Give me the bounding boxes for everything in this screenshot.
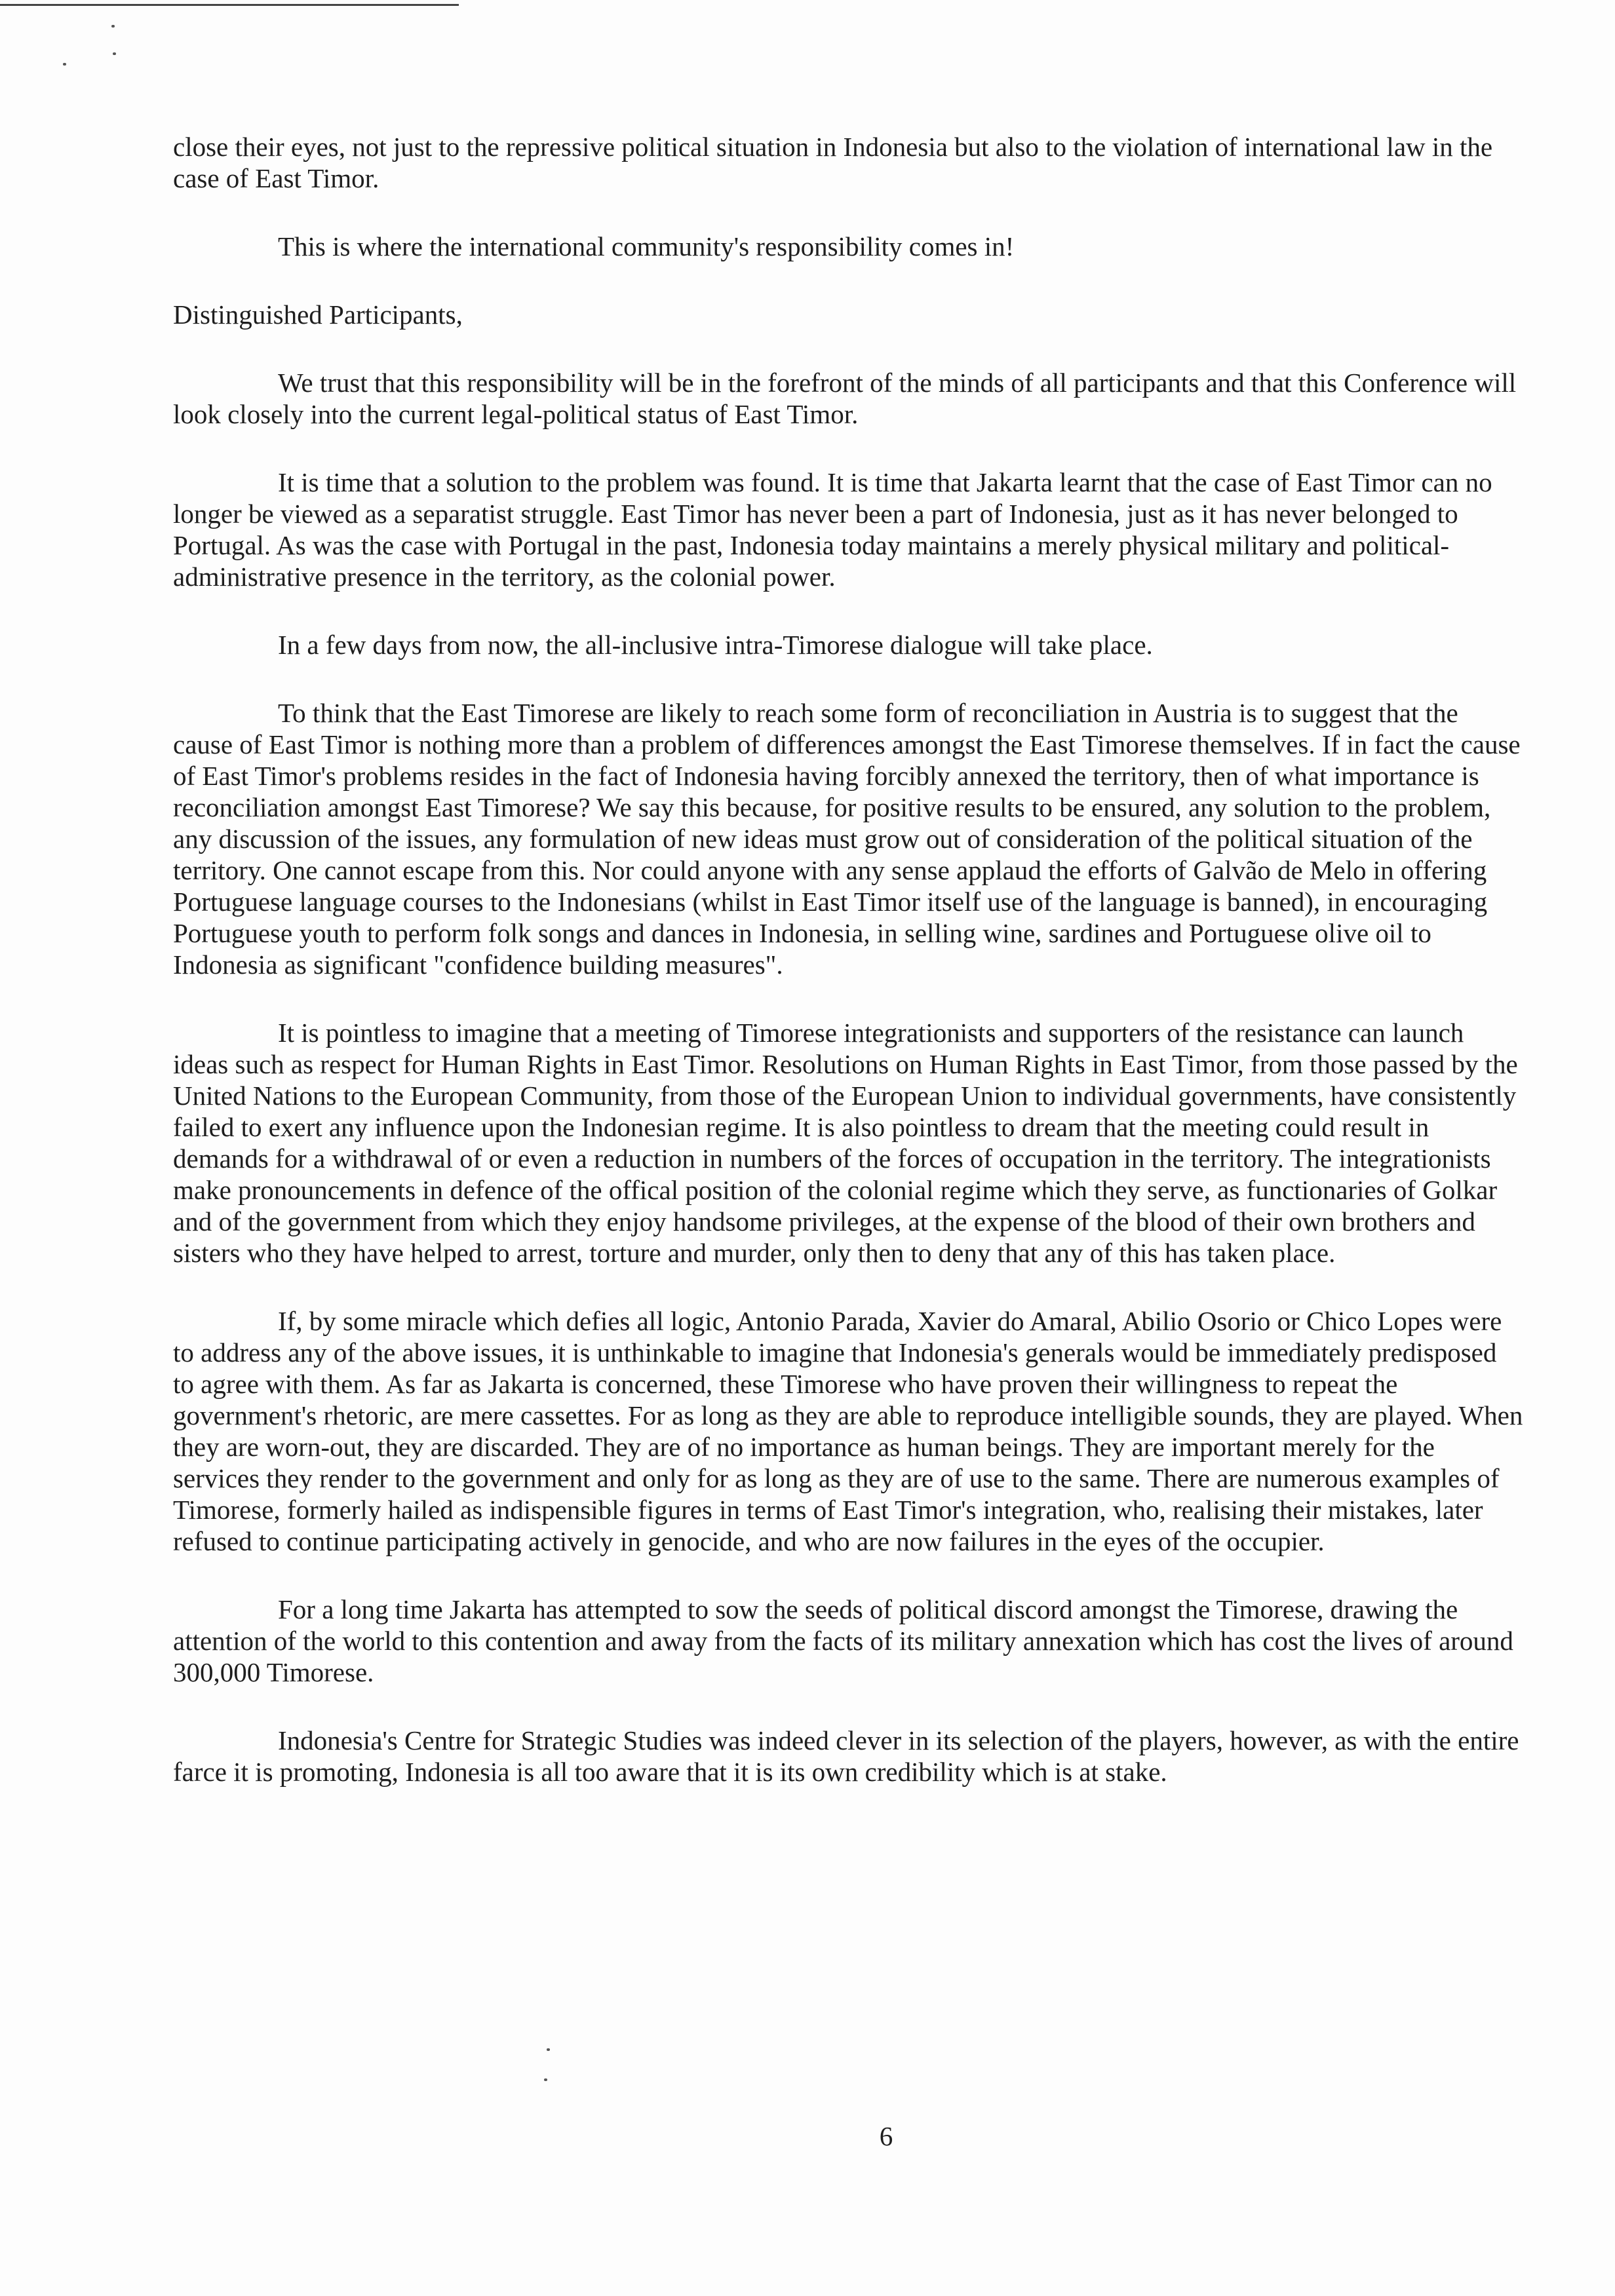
paragraph: For a long time Jakarta has attempted to sow the seeds of political discord amongst the Timorese, drawing the attention of the world to this contention and away from the facts of its military annexation which has cost the lives of around 300,000 Timorese.	[173, 1594, 1513, 1687]
paragraph: In a few days from now, the all-inclusive intra-Timorese dialogue will take place.	[278, 630, 1153, 660]
paragraph: To think that the East Timorese are likely to reach some form of reconciliation in Austria is to suggest that the cause of East Timor is nothing more than a problem of differences amongst the East Timorese themselves. If in fact the cause of East Timor's problems resides in the fact of Indonesia having forcibly annexed the territory, then of what importance is reconciliation amongst East Timorese? We say this because, for positive results to be ensured, any solution to the problem, any discussion of the issues, any formulation of new ideas must grow out of consideration of the political situation of the territory. One cannot escape from this. Nor could anyone with any sense applaud the efforts of Galvão de Melo in offering Portuguese language courses to the Indonesians (whilst in East Timor itself use of the language is banned), in encouraging Portuguese youth to perform folk songs and dances in Indonesia, in selling wine, sardines and Portuguese olive oil to Indonesia as significant "confidence building measures".	[173, 698, 1521, 980]
page-number: 6	[879, 2121, 893, 2151]
salutation: Distinguished Participants,	[173, 299, 463, 330]
paragraph: It is pointless to imagine that a meeting of Timorese integrationists and supporters of the resistance can launch ideas such as respect for Human Rights in East Timor. Resolutions on Human Rights in East Timor, from those passed by the United Nations to the European Community, from those of the European Union to individual governments, have consistently failed to exert any influence upon the Indonesian regime. It is also pointless to dream that the meeting could result in demands for a withdrawal of or even a reduction in numbers of the forces of occupation in the territory. The integrationists make pronouncements in defence of the offical position of the colonial regime which they serve, as functionaries of Golkar and of the government from which they enjoy handsome privileges, at the expense of the blood of their own brothers and sisters who they have helped to arrest, torture and murder, only then to deny that any of this has taken place.	[173, 1018, 1518, 1268]
scan-speck	[547, 2048, 550, 2051]
paragraph: If, by some miracle which defies all logic, Antonio Parada, Xavier do Amaral, Abilio Osorio or Chico Lopes were to address any of the above issues, it is unthinkable to imagine that Indonesia's generals would be immediately predisposed to agree with them. As far as Jakarta is concerned, these Timorese who have proven their willingness to repeat the government's rhetoric, are mere cassettes. For as long as they are able to reproduce intelligible sounds, they are played. When they are worn-out, they are discarded. They are of no importance as human beings. They are important merely for the services they render to the government and only for as long as they are of use to the same. There are numerous examples of Timorese, formerly hailed as indispensible figures in terms of East Timor's integration, who, realising their mistakes, later refused to continue participating actively in genocide, and who are now failures in the eyes of the occupier.	[173, 1306, 1523, 1556]
scan-top-rule	[0, 4, 459, 6]
paragraph: close their eyes, not just to the repressive political situation in Indonesia but also to the violation of international law in the case of East Timor.	[173, 132, 1493, 193]
paragraph: It is time that a solution to the problem was found. It is time that Jakarta learnt that the case of East Timor can no longer be viewed as a separatist struggle. East Timor has never been a part of Indonesia, just as it has never belonged to Portugal. As was the case with Portugal in the past, Indonesia today maintains a merely physical military and political-administrative presence in the territory, as the colonial power.	[173, 467, 1492, 592]
scan-speck	[544, 2078, 547, 2081]
paragraph: This is where the international community's responsibility comes in!	[278, 231, 1015, 261]
document-body	[173, 131, 1523, 1824]
paragraph: We trust that this responsibility will be in the forefront of the minds of all participants and that this Conference will look closely into the current legal-political status of East Timor.	[173, 368, 1517, 429]
scan-speck	[113, 52, 116, 55]
scan-speck	[63, 63, 66, 66]
paragraph: Indonesia's Centre for Strategic Studies was indeed clever in its selection of the players, however, as with the entire farce it is promoting, Indonesia is all too aware that it is its own credibility which is at stake.	[173, 1725, 1519, 1787]
scan-speck	[111, 25, 115, 28]
